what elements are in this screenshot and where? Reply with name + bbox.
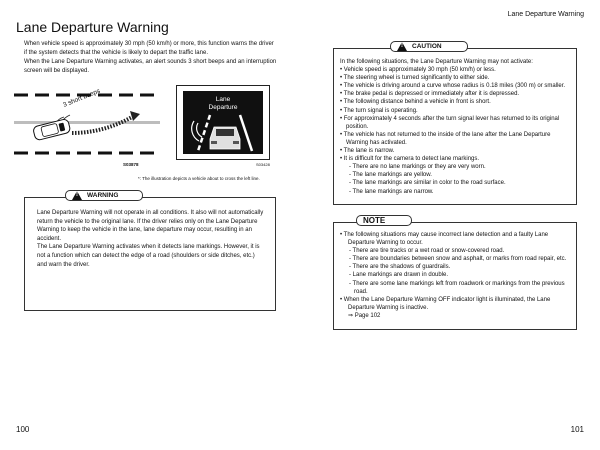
intro-paragraph-1: When vehicle speed is approximately 30 mph (50 km/h) or more, this function warns the driver if the system detects that the vehicle is likely to depart the traffic lane. [24, 41, 274, 56]
trajectory-arrow [72, 117, 132, 133]
list-subitem: - There are tire tracks or a wet road or snow-covered road. [349, 248, 505, 255]
intro-paragraph-2: When the Lane Departure Warning activates, an alert sounds 3 short beeps and an interruption screen will be displayed. [24, 59, 277, 74]
page-number-right: 101 [570, 425, 584, 434]
list-item: • The steering wheel is turned significantly to either side. [340, 75, 490, 82]
screen-title: Lane Departure [208, 96, 238, 111]
page-title: Lane Departure Warning [16, 19, 169, 35]
list-item: • The lane is narrow. [340, 148, 395, 155]
list-item: • The following situations may cause incorrect lane detection and a faulty Lane Departure Warning to occur. [340, 232, 549, 247]
warning-box [24, 192, 276, 311]
note-badge [356, 215, 412, 226]
warning-text [37, 209, 265, 269]
list-item: • The vehicle is driving around a curve whose radius is 0.18 miles (300 m) or smaller. [340, 83, 566, 90]
running-header: Lane Departure Warning [507, 11, 584, 18]
display-screen [176, 85, 270, 160]
list-subitem: - The lane markings are yellow. [349, 172, 432, 179]
intro-text [24, 40, 278, 76]
caution-intro: In the following situations, the Lane Departure Warning may not activate: [340, 59, 533, 65]
list-subitem: - The lane markings are similar in color to the road surface. [349, 180, 506, 187]
list-item: • Vehicle speed is approximately 30 mph (50 km/h) or less. [340, 67, 496, 74]
list-item: • The brake pedal is depressed or immediately after it is depressed. [340, 91, 520, 98]
list-subitem: - There are the shadows of guardrails. [349, 264, 451, 271]
caution-list [340, 66, 572, 196]
note-text [340, 231, 572, 320]
figure-caption: *: The illustration depicts a vehicle about to cross the left line. [138, 176, 260, 181]
list-item: • The turn signal is operating. [340, 107, 418, 114]
warning-paragraph-2: The Lane Departure Warning activates when it detects lane markings. However, it is not a function which can detect the edge of a road (shoulders or side ditches, etc.) and warn the driver. [37, 244, 260, 268]
note-label: NOTE [363, 216, 386, 225]
warning-badge [65, 190, 143, 201]
list-item: • For approximately 4 seconds after the turn signal lever has returned to its original position. [340, 115, 560, 130]
caution-label: CAUTION [412, 43, 442, 50]
list-subitem: - Lane markings are drawn in double. [349, 272, 449, 279]
list-item: • When the Lane Departure Warning OFF indicator light is illuminated, the Lane Departure Warning is inactive. [340, 296, 551, 311]
figure-code-right: S03428 [256, 162, 270, 167]
list-subitem: - There are some lane markings left from roadwork or markings from the previous road. [349, 280, 565, 295]
list-subitem: - The lane markings are narrow. [349, 188, 434, 195]
list-item: • It is difficult for the camera to detect lane markings. [340, 156, 480, 163]
list-subitem: - There are no lane markings or they are very worn. [349, 164, 486, 171]
caution-badge [390, 41, 468, 52]
lane-line [14, 121, 160, 124]
display-screen-panel [183, 91, 263, 154]
warning-triangle-icon: ! [72, 191, 82, 200]
car-rear-view-icon [188, 109, 260, 153]
page-number-left: 100 [16, 425, 30, 434]
caution-triangle-icon: ! [397, 42, 407, 51]
road-illustration [14, 87, 160, 158]
note-box [333, 216, 577, 330]
warning-label: WARNING [87, 192, 119, 199]
figure-code-left: S03878 [123, 162, 139, 167]
warning-paragraph-1: Lane Departure Warning will not operate in all conditions. It also will not automatically return the vehicle to the original lane. If the driver relies only on the Lane Departure Warning to keep the vehicle in the lane, lane departure may occur, resulting in an accident. [37, 210, 264, 242]
list-item: • The vehicle has not returned to the inside of the lane after the Lane Departure Warning has activated. [340, 131, 551, 146]
beep-label: 3 short beeps [62, 87, 102, 109]
list-item: • The following distance behind a vehicle in front is short. [340, 99, 491, 106]
list-subitem: - There are boundaries between snow and asphalt, or marks from road repair, etc. [349, 256, 567, 263]
page-reference-link[interactable]: ⇒ Page 102 [348, 312, 381, 319]
caution-box [333, 43, 577, 205]
note-list [340, 231, 572, 320]
caution-text [340, 58, 572, 196]
